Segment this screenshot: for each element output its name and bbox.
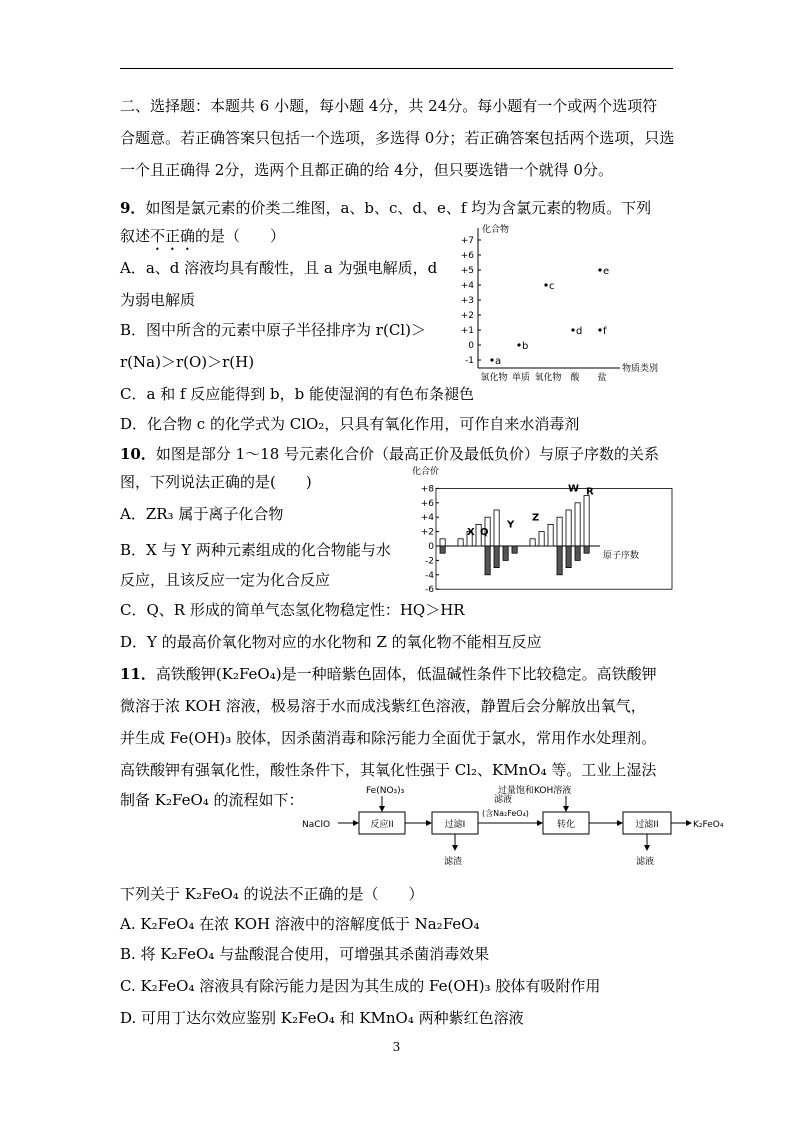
flow-group xyxy=(302,784,724,867)
q9-point-c xyxy=(544,283,547,286)
q10-stem-line-1 xyxy=(120,444,659,464)
q11-stem-line-3: 并生成 Fe(OH)₃ 胶体，因杀菌消毒和除污能力全面优于氯水，常用作水处理剂。 xyxy=(120,729,657,747)
q10-neg-bar xyxy=(575,546,580,560)
q9-point-e xyxy=(598,268,601,271)
q10-y-tick: +6 xyxy=(420,498,434,509)
flow-box-filter2: 过滤II xyxy=(635,820,659,830)
q11-option-d: D. 可用丁达尔效应鉴别 K₂FeO₄ 和 KMnO₄ 两种紫红色溶液 xyxy=(120,1009,524,1027)
q10-pos-bar xyxy=(530,539,535,546)
q10-label-R: R xyxy=(586,486,594,498)
section-line-2: 合题意。若正确答案只包括一个选项，多选得 0分；若正确答案包括两个选项，只选 xyxy=(120,129,675,147)
q10-option-d: D．Y 的最高价氧化物对应的水化物和 Z 的氧化物不能相互反应 xyxy=(120,633,542,651)
q10-neg-bar xyxy=(584,546,589,553)
flow-filtrate-out: 滤液 xyxy=(636,857,655,867)
q10-x-label: 原子序数 xyxy=(603,551,640,561)
q11-stem-line-2: 微溶于浓 KOH 溶液，极易溶于水而成浅紫红色溶液，静置后会分解放出氧气， xyxy=(120,697,646,715)
q10-y-label: 化合价 xyxy=(412,467,440,477)
q9-x-tick: 单质 xyxy=(511,373,531,382)
q10-y-tick: 0 xyxy=(428,542,434,552)
q9-point-label: d xyxy=(576,326,583,337)
flow-filtrate-note: (含Na₂FeO₄) xyxy=(482,809,529,818)
q10-neg-bar xyxy=(440,546,445,553)
q9-option-a-2: 为弱电解质 xyxy=(120,291,196,309)
q9-option-d: D．化合物 c 的化学式为 ClO₂，只具有氧化作用，可作自来水消毒剂 xyxy=(120,415,580,433)
q10-neg-bar xyxy=(566,546,571,568)
q9-y-tick: -1 xyxy=(465,356,474,366)
q9-point-label: f xyxy=(603,326,607,337)
q10-stem-text: 如图是部分 1～18 号元素化合价（最高正价及最低负价）与原子序数的关系 xyxy=(155,445,660,463)
q9-point-label: a xyxy=(495,356,502,367)
q10-neg-bar xyxy=(512,546,517,553)
q9-stem-line-2 xyxy=(120,226,285,254)
q10-pos-bar xyxy=(458,539,463,546)
q10-number: 10． xyxy=(120,445,156,463)
q10-label-W: W xyxy=(568,483,580,495)
q10-pos-bar xyxy=(548,524,553,546)
q9-y-tick: 0 xyxy=(468,341,474,351)
q10-option-c: C．Q、R 形成的简单气态氢化物稳定性：HQ＞HR xyxy=(120,601,465,619)
q10-neg-bar xyxy=(485,546,490,575)
header-rule xyxy=(120,68,673,69)
page-number: 3 xyxy=(392,1040,401,1054)
section-line-1: 二、选择题：本题共 6 小题，每小题 4分，共 24分。每小题有一个或两个选项符 xyxy=(120,97,658,115)
q11-option-c: C. K₂FeO₄ 溶液具有除污能力是因为其生成的 Fe(OH)₃ 胶体有吸附作用 xyxy=(120,977,601,995)
q11-option-a: A. K₂FeO₄ 在浓 KOH 溶液中的溶解度低于 Na₂FeO₄ xyxy=(120,915,480,933)
q10-pos-bar xyxy=(584,496,589,546)
q10-pos-bar xyxy=(566,510,571,546)
q9-x-tick: 氯化物 xyxy=(480,373,508,382)
q10-pos-bar xyxy=(440,539,445,546)
section-line-3: 一个且正确得 2分，选两个且都正确的给 4分，但只要选错一个就得 0分。 xyxy=(120,161,613,179)
q11-option-b: B. 将 K₂FeO₄ 与盐酸混合使用，可增强其杀菌消毒效果 xyxy=(120,945,490,963)
q10-y-tick: +2 xyxy=(420,527,434,538)
q9-y-tick: +7 xyxy=(460,236,474,246)
flow-fe-input: Fe(NO₃)₃ xyxy=(366,786,405,796)
q11-number: 11． xyxy=(120,665,156,683)
q9-option-c: C．a 和 f 反应能得到 b，b 能使湿润的有色布条褪色 xyxy=(120,385,475,403)
q10-pos-bar xyxy=(539,532,544,546)
q10-label-Q: Q xyxy=(480,526,489,538)
q10-neg-bar xyxy=(503,546,508,560)
q10-option-b-1: B．X 与 Y 两种元素组成的化合物能与水 xyxy=(120,541,391,559)
q10-y-tick: -6 xyxy=(425,585,434,593)
q10-neg-bar xyxy=(557,546,562,575)
q9-x-label: 物质类别 xyxy=(622,364,659,374)
q9-option-a-1: A．a、d 溶液均具有酸性，且 a 为强电解质，d xyxy=(120,259,438,277)
q9-y-tick: +3 xyxy=(460,296,474,306)
q11-flow-diagram xyxy=(298,780,738,870)
q10-y-tick: -4 xyxy=(425,570,434,581)
flow-residue: 滤渣 xyxy=(444,857,463,867)
q9-point-b xyxy=(517,343,520,346)
q10-neg-bar xyxy=(494,546,499,568)
q9-stem-end: 的是（ ） xyxy=(195,227,286,245)
q9-option-b-2: r(Na)＞r(O)＞r(H) xyxy=(120,353,255,371)
q10-y-tick: -2 xyxy=(425,556,434,567)
q9-x-tick: 酸 xyxy=(570,373,580,382)
flow-start: NaClO xyxy=(302,820,331,830)
q10-label-X: X xyxy=(467,526,475,538)
q9-point-label: c xyxy=(549,281,555,292)
flow-filtrate-label: 滤液 xyxy=(494,795,513,805)
q11-stem-line-1 xyxy=(120,664,657,684)
q10-valence-chart xyxy=(410,465,675,593)
q9-point-label: e xyxy=(603,266,610,277)
q11-stem-line-5: 制备 K₂FeO₄ 的流程如下： xyxy=(120,791,304,809)
q10-y-tick: +4 xyxy=(420,513,434,524)
q10-stem-line-2: 图，下列说法正确的是( ) xyxy=(120,473,312,491)
q9-y-label: 化合物 xyxy=(482,225,510,235)
q9-x-tick: 氧化物 xyxy=(534,373,562,382)
q9-emphasis: 不正确 xyxy=(150,227,196,245)
q9-option-b-1: B．图中所含的元素中原子半径排序为 r(Cl)＞ xyxy=(120,321,426,339)
q11-stem-text: 高铁酸钾(K₂FeO₄)是一种暗紫色固体，低温碱性条件下比较稳定。高铁酸钾 xyxy=(155,665,657,683)
flow-box-convert: 转化 xyxy=(556,820,576,830)
q9-stem-line-1 xyxy=(120,198,651,218)
q9-chart-group xyxy=(461,223,658,382)
q9-y-tick: +5 xyxy=(460,266,474,276)
flow-box-filter1: 过滤I xyxy=(444,820,466,830)
q10-option-b-2: 反应，且该反应一定为化合反应 xyxy=(120,571,331,589)
q9-y-tick: +1 xyxy=(460,326,474,336)
q10-pos-bar xyxy=(557,517,562,546)
q9-y-tick: +4 xyxy=(460,281,474,291)
flow-end: K₂FeO₄ xyxy=(693,820,724,830)
q10-label-Z: Z xyxy=(532,512,540,524)
flow-box-reaction: 反应II xyxy=(370,820,394,830)
q10-chart-group xyxy=(412,465,672,593)
q10-y-tick: +8 xyxy=(420,484,434,495)
q9-valence-chart xyxy=(450,222,690,382)
q10-pos-bar xyxy=(494,510,499,546)
q9-stem-text: 如图是氯元素的价类二维图，a、b、c、d、e、f 均为含氯元素的物质。下列 xyxy=(145,199,652,217)
q9-y-tick: +6 xyxy=(460,251,474,261)
q9-point-d xyxy=(571,328,574,331)
q9-number: 9． xyxy=(120,199,146,217)
q11-stem-line-4: 高铁酸钾有强氧化性，酸性条件下，其氧化性强于 Cl₂、KMnO₄ 等。工业上湿法 xyxy=(120,761,657,779)
q9-point-label: b xyxy=(522,341,529,352)
q10-label-Y: Y xyxy=(507,519,515,531)
q10-option-a: A．ZR₃ 属于离子化合物 xyxy=(120,505,284,523)
q11-ask: 下列关于 K₂FeO₄ 的说法不正确的是（ ） xyxy=(120,885,424,903)
q9-x-tick: 盐 xyxy=(597,373,607,382)
q9-stem-part: 叙述 xyxy=(120,227,151,245)
q9-point-f xyxy=(598,328,601,331)
q9-y-tick: +2 xyxy=(460,311,474,321)
q10-pos-bar xyxy=(575,503,580,546)
flow-koh-input: 过量饱和KOH溶液 xyxy=(498,786,572,796)
q9-point-a xyxy=(490,358,493,361)
